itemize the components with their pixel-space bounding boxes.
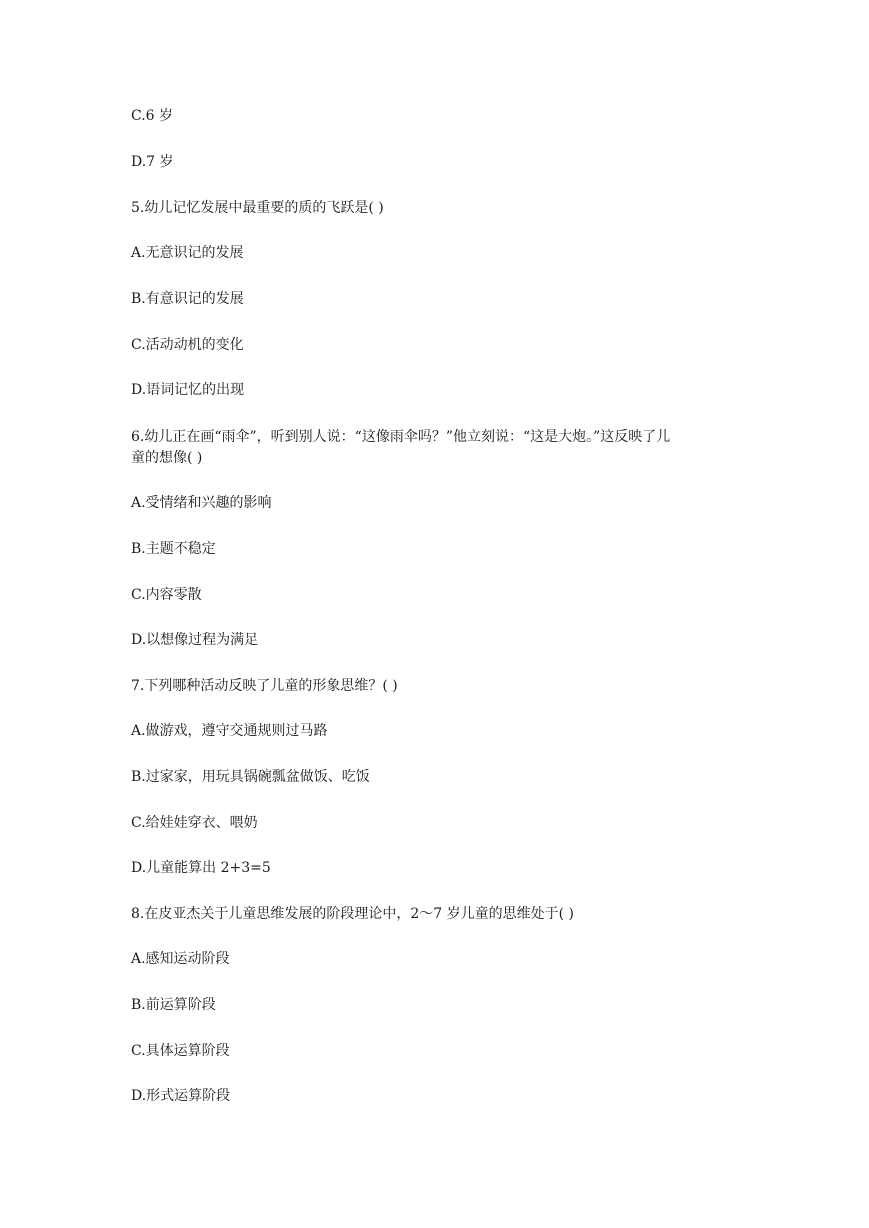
option-d-q4: D.7 岁 [131,154,174,170]
option-a-q8: A.感知运动阶段 [131,951,230,967]
question-8: 8.在皮亚杰关于儿童思维发展的阶段理论中，2～7 岁儿童的思维处于( ) [131,906,574,922]
option-c-q7: C.给娃娃穿衣、喂奶 [131,815,258,831]
option-d-q5: D.语词记忆的出现 [131,382,245,398]
option-b-q6: B.主题不稳定 [131,541,216,557]
option-c-q5: C.活动动机的变化 [131,337,244,353]
option-c-q4: C.6 岁 [131,108,174,124]
option-a-q6: A.受情绪和兴趣的影响 [131,495,272,511]
option-c-q8: C.具体运算阶段 [131,1043,230,1059]
question-6-line-2: 童的想像( ) [131,450,203,466]
option-a-q5: A.无意识记的发展 [131,245,244,261]
question-6-line-1: 6.幼儿正在画“雨伞”，听到别人说：“这像雨伞吗？”他立刻说：“这是大炮。”这反映了儿 [131,429,671,445]
option-c-q6: C.内容零散 [131,587,202,603]
option-b-q7: B.过家家，用玩具锅碗瓢盆做饭、吃饭 [131,769,370,785]
question-5: 5.幼儿记忆发展中最重要的质的飞跃是( ) [131,200,384,216]
option-b-q8: B.前运算阶段 [131,997,216,1013]
option-d-q8: D.形式运算阶段 [131,1088,231,1104]
option-b-q5: B.有意识记的发展 [131,291,244,307]
question-7: 7.下列哪种活动反映了儿童的形象思维？( ) [131,678,398,694]
option-d-q7: D.儿童能算出 2+3=5 [131,860,271,876]
option-d-q6: D.以想像过程为满足 [131,632,259,648]
option-a-q7: A.做游戏，遵守交通规则过马路 [131,723,328,739]
